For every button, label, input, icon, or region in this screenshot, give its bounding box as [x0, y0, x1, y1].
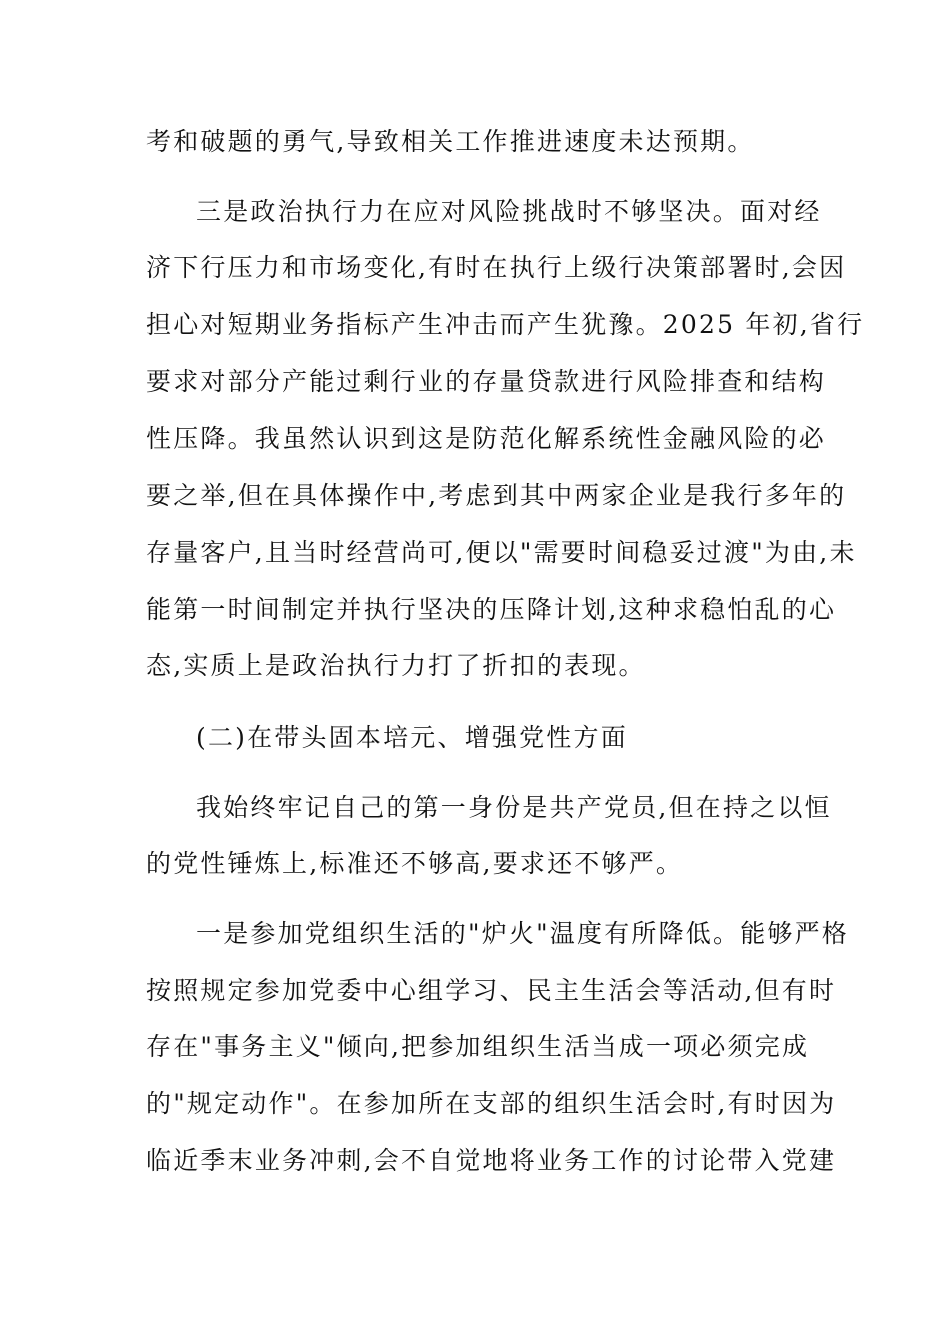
text-line: 济下行压力和市场变化,有时在执行上级行决策部署时,会因 [146, 253, 847, 282]
text-line: 存量客户,且当时经营尚可,便以"需要时间稳妥过渡"为由,未 [146, 538, 857, 567]
text-line: 存在"事务主义"倾向,把参加组织生活当成一项必须完成 [146, 1032, 810, 1061]
text-line: 临近季末业务冲刺,会不自觉地将业务工作的讨论带入党建 [146, 1146, 837, 1175]
paragraph-start-line: 三是政治执行力在应对风险挑战时不够坚决。面对经 [196, 197, 822, 226]
text-line: 性压降。我虽然认识到这是防范化解系统性金融风险的必 [146, 424, 827, 453]
paragraph-start-line: 一是参加党组织生活的"炉火"温度有所降低。能够严格 [196, 919, 850, 948]
text-line: 要求对部分产能过剩行业的存量贷款进行风险排查和结构 [146, 367, 827, 396]
text-line: 能第一时间制定并执行坚决的压降计划,这种求稳怕乱的心 [146, 595, 837, 624]
text-line: 态,实质上是政治执行力打了折扣的表现。 [146, 651, 646, 680]
text-line: 要之举,但在具体操作中,考虑到其中两家企业是我行多年的 [146, 481, 847, 510]
text-line: 担心对短期业务指标产生冲击而产生犹豫。2025 年初,省行 [146, 310, 865, 339]
text-line: 按照规定参加党委中心组学习、民主生活会等活动,但有时 [146, 976, 837, 1005]
section-heading: (二)在带头固本培元、增强党性方面 [196, 723, 628, 752]
text-line: 的党性锤炼上,标准还不够高,要求还不够严。 [146, 849, 684, 878]
paragraph-start-line: 我始终牢记自己的第一身份是共产党员,但在持之以恒 [196, 793, 832, 822]
text-line: 的"规定动作"。在参加所在支部的组织生活会时,有时因为 [146, 1089, 837, 1118]
text-line: 考和破题的勇气,导致相关工作推进速度未达预期。 [146, 127, 755, 156]
